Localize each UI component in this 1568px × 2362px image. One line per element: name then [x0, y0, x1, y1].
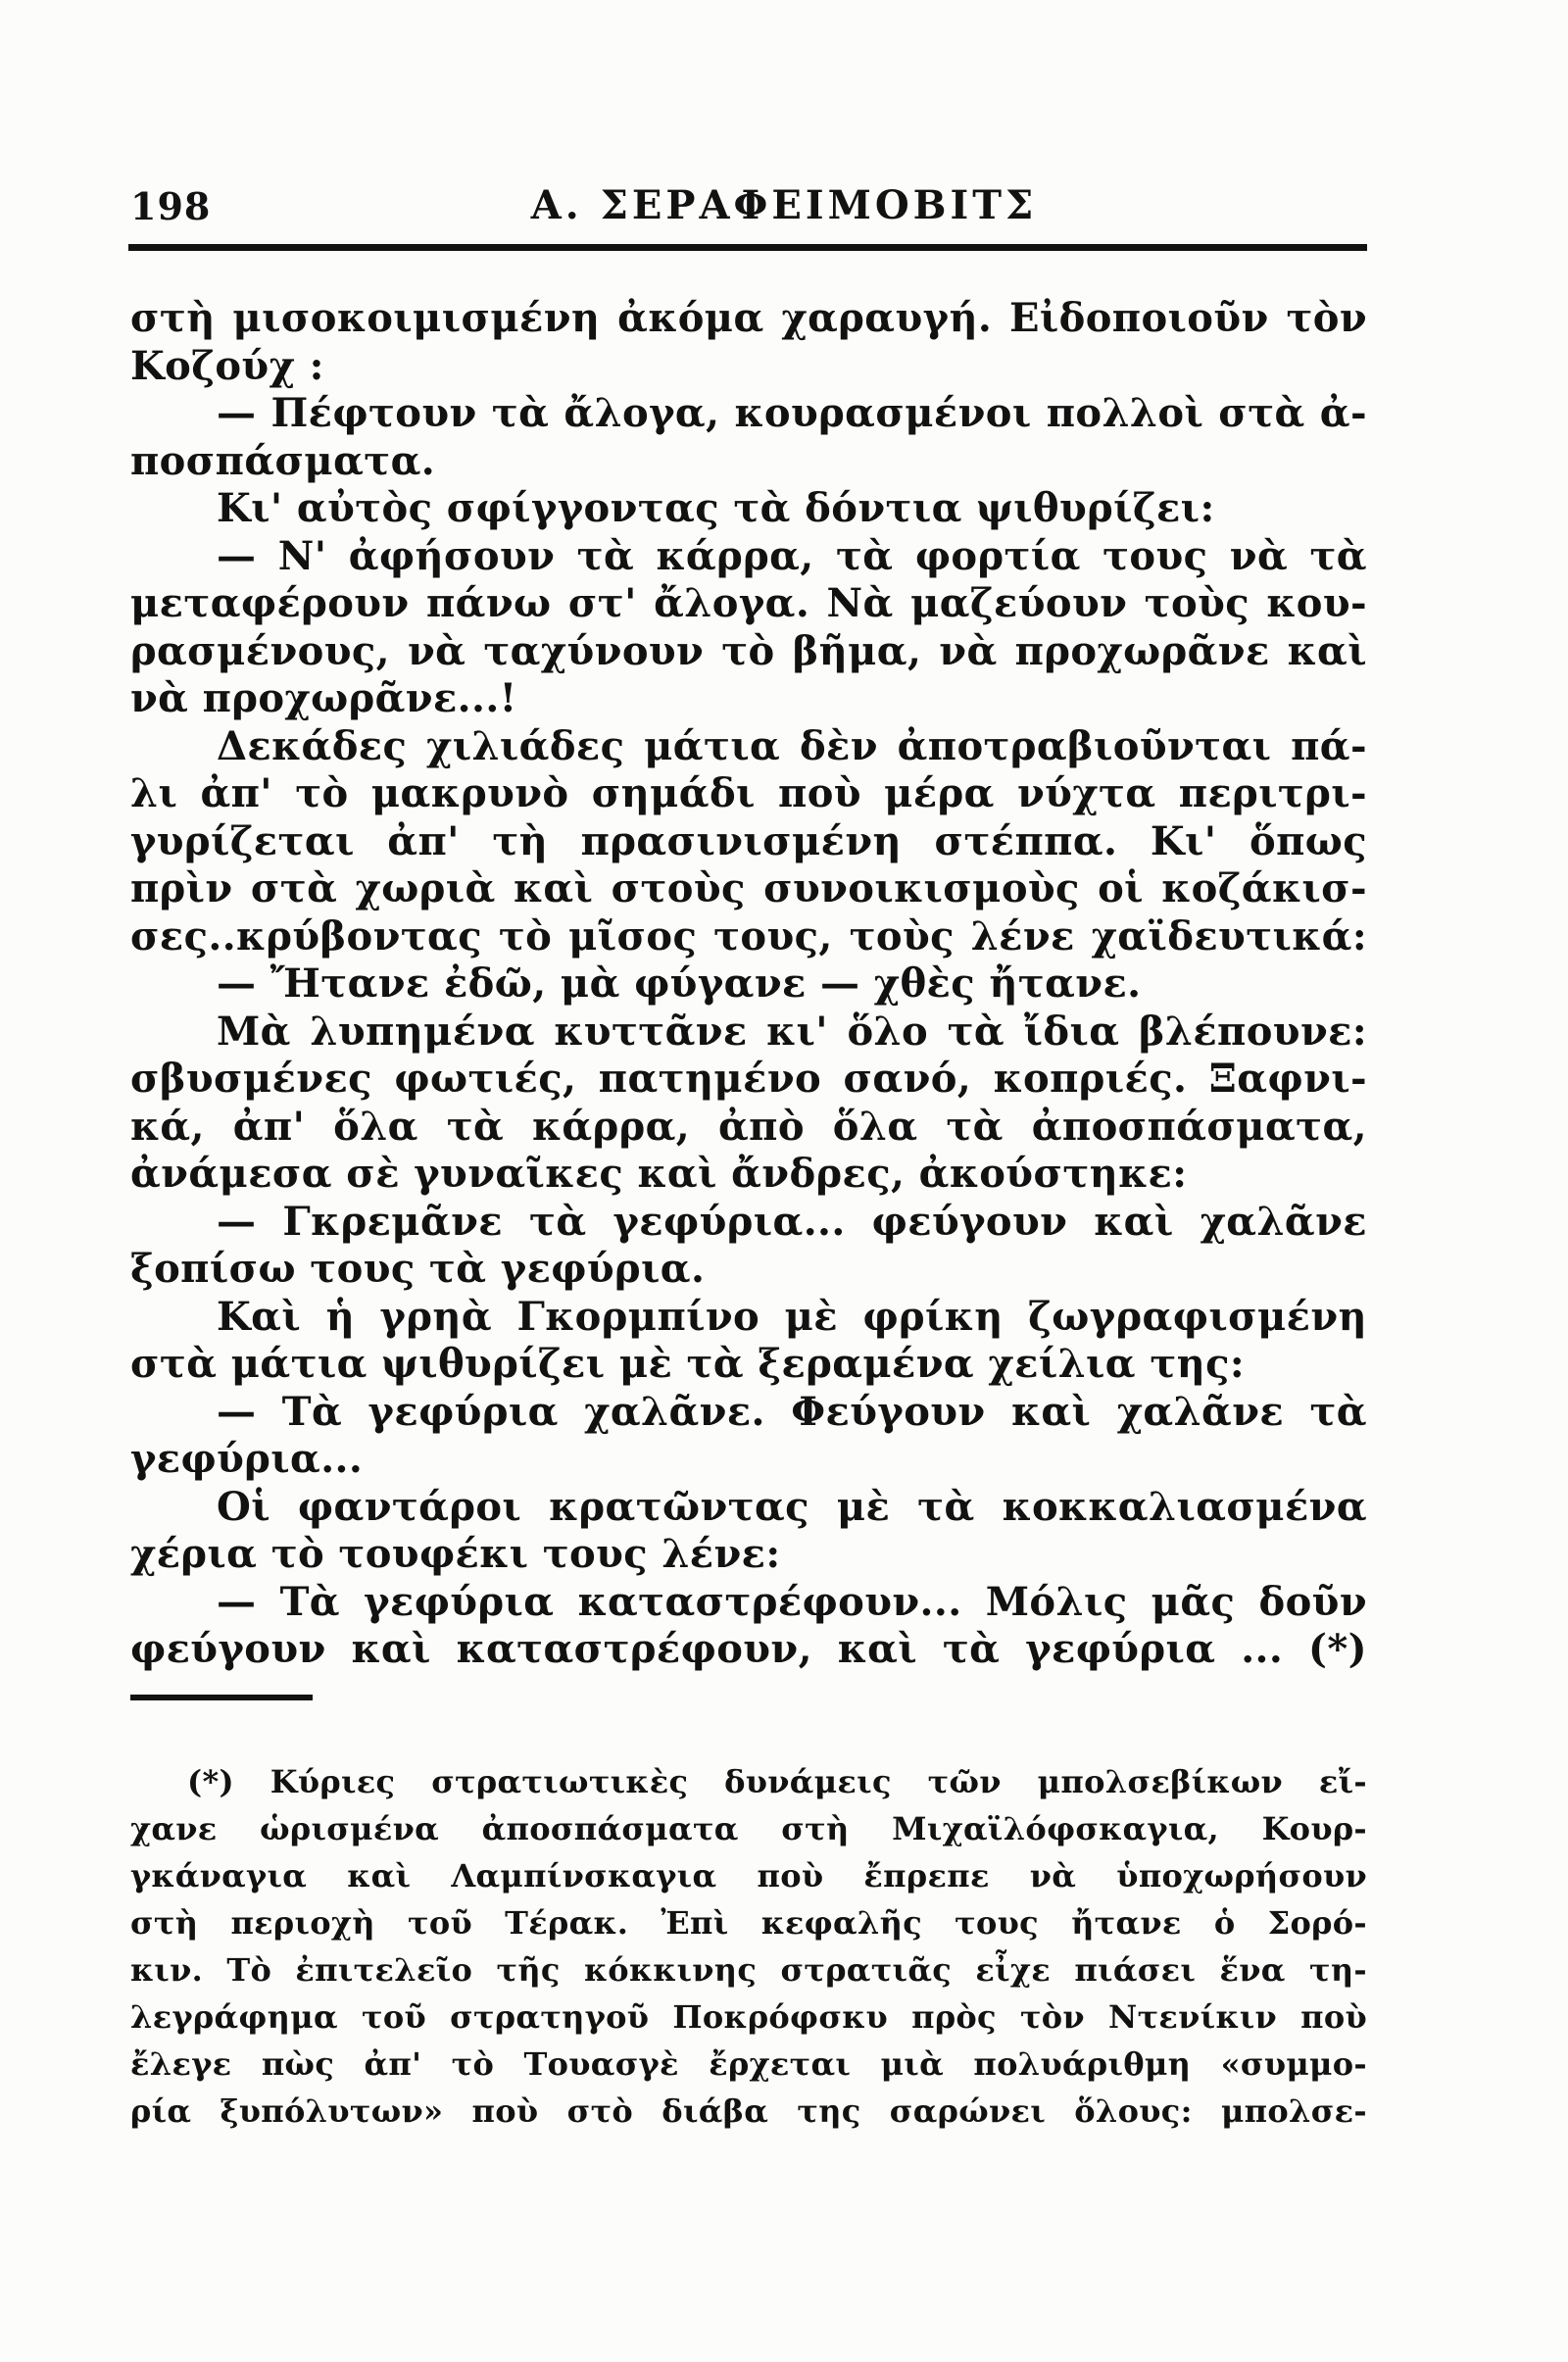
- text-line: λι ἀπ' τὸ μακρυνὸ σημάδι ποὺ μέρα νύχτα περιτρι-: [130, 770, 1367, 816]
- text-line: Καὶ ἡ γρηὰ Γκορμπίνο μὲ φρίκη ζωγραφισμένη: [217, 1293, 1367, 1340]
- text-line: σβυσμένες φωτιές, πατημένο σανό, κοπριές. Ξαφνι-: [130, 1056, 1367, 1102]
- text-line: κά, ἀπ' ὅλα τὰ κάρρα, ἀπὸ ὅλα τὰ ἀποσπάσματα,: [130, 1103, 1367, 1150]
- text-line: ξοπίσω τους τὰ γεφύρια.: [130, 1246, 706, 1292]
- body-text: [130, 295, 1367, 1674]
- running-title: Α. ΣΕΡΑΦΕΙΜΟΒΙΤΣ: [530, 182, 1038, 228]
- text-line: — Πέφτουν τὰ ἄλογα, κουρασμένοι πολλοὶ στὰ ἀ-: [217, 390, 1367, 436]
- text-line: — Τὰ γεφύρια καταστρέφουν... Μόλις μᾶς δοῦν: [217, 1578, 1367, 1625]
- text-line: γυρίζεται ἀπ' τὴ πρασινισμένη στέππα. Κι' ὅπως: [130, 817, 1367, 864]
- text-line: — Ν' ἀφήσουν τὰ κάρρα, τὰ φορτία τους νὰ τὰ: [217, 532, 1367, 579]
- text-line: στὴ μισοκοιμισμένη ἀκόμα χαραυγή. Εἰδοποιοῦν τὸν: [130, 295, 1367, 341]
- text-line: σες..κρύβοντας τὸ μῖσος τους, τοὺς λένε χαϊδευτικά:: [130, 912, 1367, 960]
- text-line: κιν. Τὸ ἐπιτελεῖο τῆς κόκκινης στρατιᾶς εἶχε πιάσει ἕνα τη-: [130, 1951, 1367, 1989]
- text-line: ρία ξυπόλυτων» ποὺ στὸ διάβα της σαρώνει ὅλους: μπολσε-: [130, 2092, 1367, 2130]
- footnote-text: [130, 1758, 1367, 2135]
- text-line: στὴ περιοχὴ τοῦ Τέρακ. Ἐπὶ κεφαλῆς τους ἤτανε ὁ Σορό-: [130, 1904, 1367, 1942]
- text-line: (*) Κύριες στρατιωτικὲς δυνάμεις τῶν μπολσεβίκων εἴ-: [187, 1763, 1367, 1800]
- text-line: — Ἤτανε ἐδῶ, μὰ φύγανε — χθὲς ἤτανε.: [217, 960, 1142, 1007]
- header-rule: [128, 244, 1367, 251]
- text-line: ἔλεγε πὼς ἀπ' τὸ Τουασγὲ ἔρχεται μιὰ πολυάριθμη «συμμο-: [130, 2045, 1367, 2083]
- text-line: χανε ὡρισμένα ἀποσπάσματα στὴ Μιχαϊλόφσκαγια, Κουρ-: [130, 1810, 1367, 1847]
- text-line: Οἱ φαντάροι κρατῶντας μὲ τὰ κοκκαλιασμένα: [217, 1483, 1367, 1530]
- text-line: πρὶν στὰ χωριὰ καὶ στοὺς συνοικισμοὺς οἱ κοζάκισ-: [130, 865, 1367, 911]
- text-line: Δεκάδες χιλιάδες μάτια δὲν ἀποτραβιοῦνται πά-: [217, 722, 1367, 769]
- text-line: Κοζούχ :: [130, 342, 324, 389]
- text-line: νὰ προχωρᾶνε...!: [130, 675, 517, 721]
- text-line: — Τὰ γεφύρια χαλᾶνε. Φεύγουν καὶ χαλᾶνε τὰ: [217, 1388, 1367, 1435]
- text-line: Μὰ λυπημένα κυττᾶνε κι' ὅλο τὰ ἴδια βλέπουνε:: [217, 1008, 1367, 1055]
- text-line: — Γκρεμᾶνε τὰ γεφύρια... φεύγουν καὶ χαλᾶνε: [217, 1198, 1367, 1245]
- text-line: γκάναγια καὶ Λαμπίνσκαγια ποὺ ἔπρεπε νὰ ὑποχωρήσουν: [130, 1857, 1367, 1895]
- text-line: ρασμένους, νὰ ταχύνουν τὸ βῆμα, νὰ προχωρᾶνε καὶ: [130, 627, 1367, 674]
- text-line: ποσπάσματα.: [130, 437, 436, 484]
- text-line: γεφύρια...: [130, 1436, 364, 1482]
- text-line: φεύγουν καὶ καταστρέφουν, καὶ τὰ γεφύρια ... (*): [130, 1626, 1367, 1672]
- text-line: ἀνάμεσα σὲ γυναῖκες καὶ ἄνδρες, ἀκούστηκε:: [130, 1151, 1188, 1197]
- text-line: στὰ μάτια ψιθυρίζει μὲ τὰ ξεραμένα χείλια της:: [130, 1341, 1246, 1387]
- text-line: λεγράφημα τοῦ στρατηγοῦ Ποκρόφσκυ πρὸς τὸν Ντενίκιν ποὺ: [130, 1998, 1367, 2036]
- page-number: 198: [130, 184, 212, 228]
- text-line: Κι' αὐτὸς σφίγγοντας τὰ δόντια ψιθυρίζει:: [217, 485, 1215, 531]
- text-line: χέρια τὸ τουφέκι τους λένε:: [130, 1531, 781, 1577]
- footnote-rule: [130, 1695, 313, 1700]
- text-line: μεταφέρουν πάνω στ' ἄλογα. Νὰ μαζεύουν τοὺς κου-: [130, 580, 1367, 626]
